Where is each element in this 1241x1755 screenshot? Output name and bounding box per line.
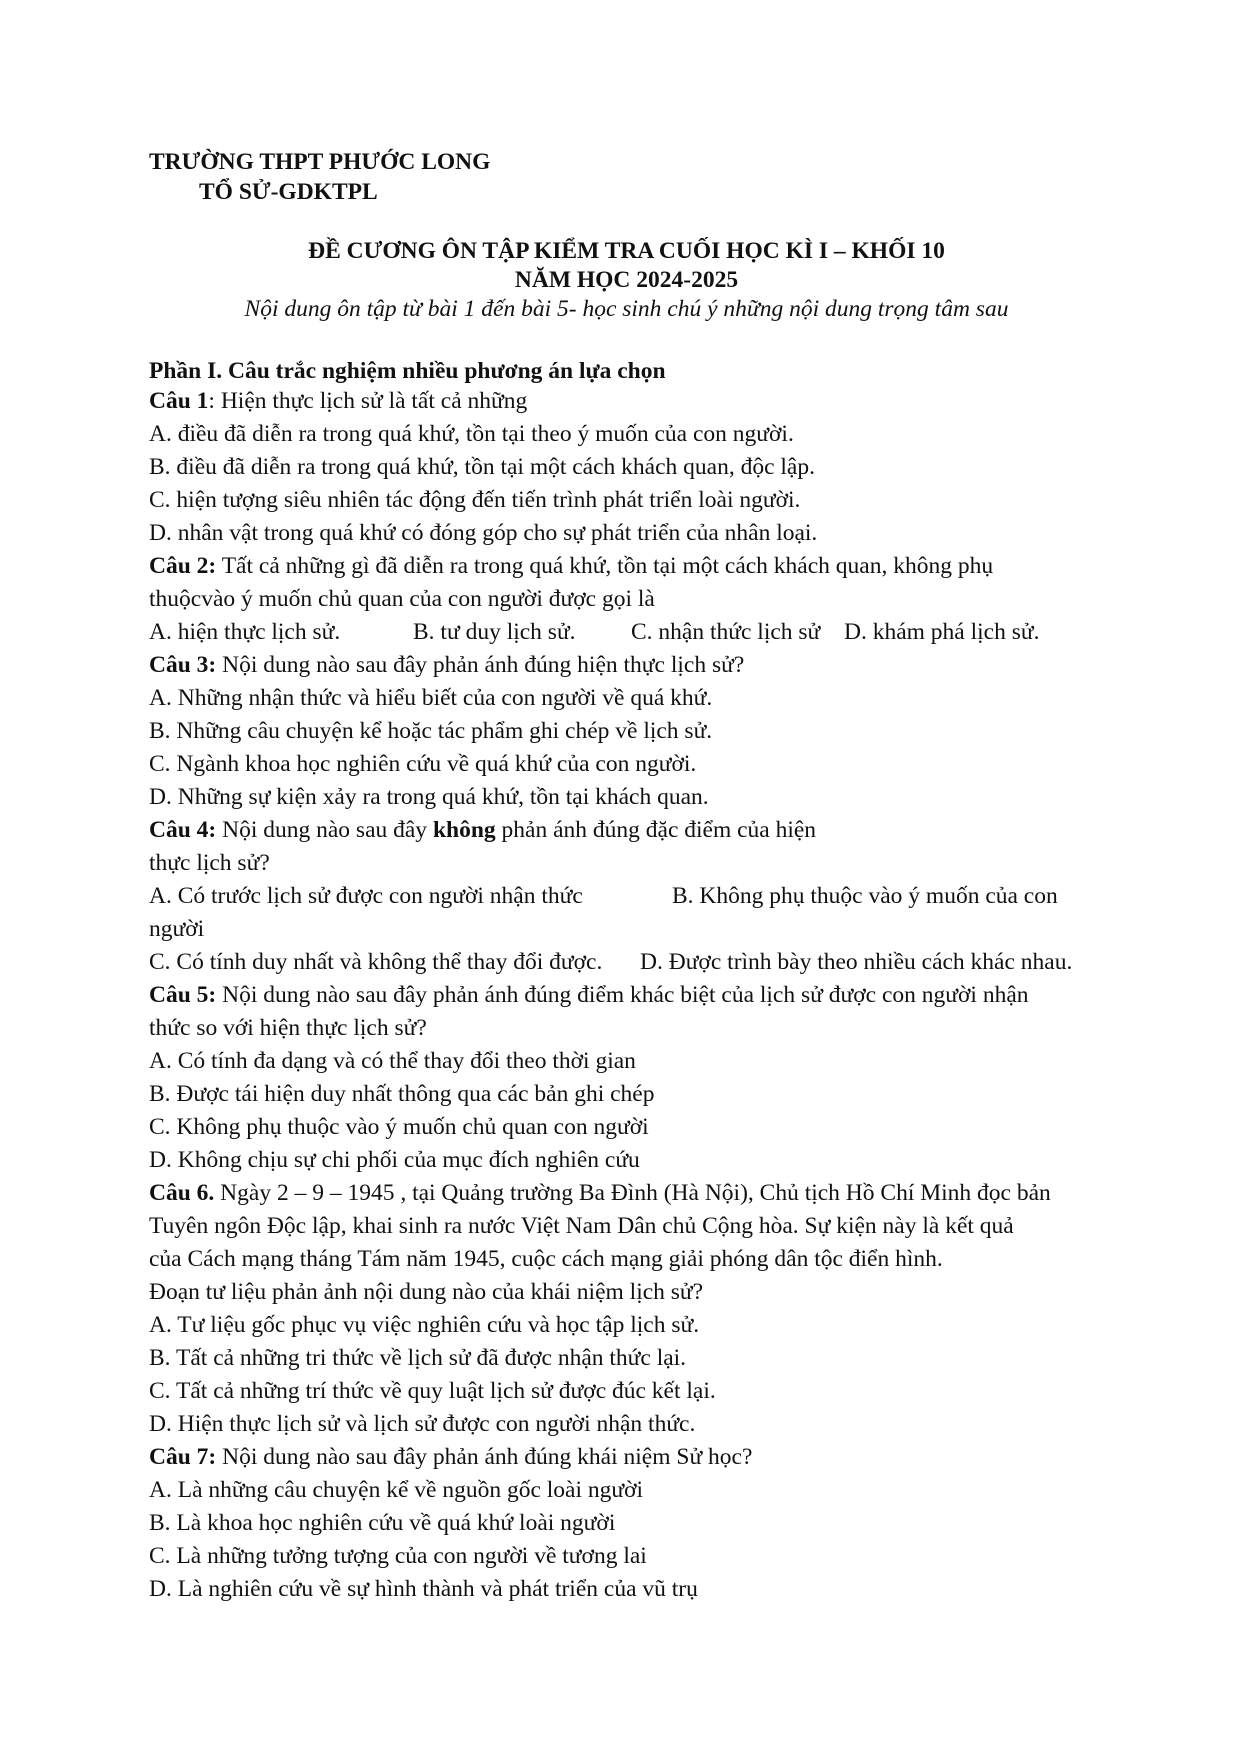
q4-option-b: B. Không phụ thuộc vào ý muốn của con (672, 883, 1058, 909)
question-6-text-line-2: Tuyên ngôn Độc lập, khai sinh ra nước Việt Nam Dân chủ Cộng hòa. Sự kiện này là kết quả (149, 1213, 1014, 1239)
q1-option-b: B. điều đã diễn ra trong quá khứ, tồn tại một cách khách quan, độc lập. (149, 454, 815, 480)
question-6-prompt: Đoạn tư liệu phản ảnh nội dung nào của khái niệm lịch sử? (149, 1279, 704, 1305)
question-text: Tất cả những gì đã diễn ra trong quá khứ, tồn tại một cách khách quan, không phụ (216, 553, 994, 579)
school-year: NĂM HỌC 2024-2025 (514, 267, 739, 293)
review-note: Nội dung ôn tập từ bài 1 đến bài 5- học sinh chú ý những nội dung trọng tâm sau (244, 296, 1009, 322)
question-7 (149, 1443, 752, 1471)
q7-option-a: A. Là những câu chuyện kể về nguồn gốc loài người (149, 1477, 644, 1503)
question-label: Câu 2: (149, 553, 217, 579)
question-6-text-line-3: của Cách mạng tháng Tám năm 1945, cuộc cách mạng giải phóng dân tộc điển hình. (149, 1246, 943, 1272)
q2-option-d: D. khám phá lịch sử. (844, 619, 1040, 645)
question-label: Câu 3: (149, 652, 217, 678)
question-5-text-cont: thức so với hiện thực lịch sử? (149, 1015, 427, 1041)
q4-option-d: D. Được trình bày theo nhiều cách khác nhau. (640, 949, 1073, 975)
question-text: Nội dung nào sau đây phản ánh đúng hiện thực lịch sử? (216, 652, 745, 678)
question-4 (149, 816, 816, 844)
question-text-end: phản ánh đúng đặc điểm của hiện (495, 817, 817, 843)
q4-option-a: A. Có trước lịch sử được con người nhận thức (149, 883, 583, 909)
department-name: TỔ SỬ-GDKTPL (199, 179, 378, 205)
q5-option-a: A. Có tính đa dạng và có thể thay đổi theo thời gian (149, 1048, 636, 1074)
q5-option-c: C. Không phụ thuộc vào ý muốn chủ quan con người (149, 1114, 649, 1140)
school-name: TRƯỜNG THPT PHƯỚC LONG (149, 149, 491, 175)
question-text: Nội dung nào sau đây phản ánh đúng khái niệm Sử học? (216, 1444, 753, 1470)
q6-option-d: D. Hiện thực lịch sử và lịch sử được con người nhận thức. (149, 1411, 696, 1437)
q2-option-a: A. hiện thực lịch sử. (149, 619, 341, 645)
q3-option-d: D. Những sự kiện xảy ra trong quá khứ, tồn tại khách quan. (149, 784, 709, 810)
question-6 (149, 1179, 1051, 1207)
question-text: Nội dung nào sau đây (216, 817, 433, 843)
question-label: Câu 1 (149, 388, 209, 414)
question-3 (149, 651, 744, 679)
q7-option-b: B. Là khoa học nghiên cứu về quá khứ loài người (149, 1510, 616, 1536)
question-text: Nội dung nào sau đây phản ánh đúng điểm khác biệt của lịch sử được con người nhận (216, 982, 1029, 1008)
q4-option-b-cont: người (149, 916, 205, 942)
section-heading: Phần I. Câu trắc nghiệm nhiều phương án lựa chọn (149, 358, 666, 384)
question-label: Câu 4: (149, 817, 217, 843)
q2-option-c: C. nhận thức lịch sử (631, 619, 821, 645)
question-2 (149, 552, 993, 580)
question-text: : Hiện thực lịch sử là tất cả những (208, 388, 528, 414)
question-5 (149, 981, 1029, 1009)
q7-option-c: C. Là những tưởng tượng của con người về tương lai (149, 1543, 647, 1569)
q2-option-b: B. tư duy lịch sử. (413, 619, 576, 645)
q4-option-c: C. Có tính duy nhất và không thể thay đổi được. (149, 949, 603, 975)
q7-option-d: D. Là nghiên cứu về sự hình thành và phát triển của vũ trụ (149, 1576, 698, 1602)
question-4-text-cont: thực lịch sử? (149, 850, 270, 876)
document-title: ĐỀ CƯƠNG ÔN TẬP KIỂM TRA CUỐI HỌC KÌ I – KHỐI 10 (308, 238, 945, 264)
q5-option-b: B. Được tái hiện duy nhất thông qua các bản ghi chép (149, 1081, 655, 1107)
question-label: Câu 6. (149, 1180, 215, 1206)
q6-option-c: C. Tất cả những trí thức về quy luật lịch sử được đúc kết lại. (149, 1378, 716, 1404)
question-label: Câu 5: (149, 982, 217, 1008)
question-emphasis: không (432, 817, 496, 843)
q6-option-b: B. Tất cả những tri thức về lịch sử đã được nhận thức lại. (149, 1345, 687, 1371)
q3-option-c: C. Ngành khoa học nghiên cứu về quá khứ của con người. (149, 751, 697, 777)
question-1 (149, 387, 527, 415)
q1-option-d: D. nhân vật trong quá khứ có đóng góp cho sự phát triển của nhân loại. (149, 520, 818, 546)
q6-option-a: A. Tư liệu gốc phục vụ việc nghiên cứu và học tập lịch sử. (149, 1312, 700, 1338)
q3-option-b: B. Những câu chuyện kể hoặc tác phẩm ghi chép về lịch sử. (149, 718, 713, 744)
q5-option-d: D. Không chịu sự chi phối của mục đích nghiên cứu (149, 1147, 640, 1173)
q1-option-a: A. điều đã diễn ra trong quá khứ, tồn tại theo ý muốn của con người. (149, 421, 794, 447)
question-label: Câu 7: (149, 1444, 217, 1470)
q1-option-c: C. hiện tượng siêu nhiên tác động đến tiến trình phát triển loài người. (149, 487, 801, 513)
question-2-text-cont: thuộcvào ý muốn chủ quan của con người được gọi là (149, 586, 655, 612)
q3-option-a: A. Những nhận thức và hiểu biết của con người về quá khứ. (149, 685, 713, 711)
question-text: Ngày 2 – 9 – 1945 , tại Quảng trường Ba Đình (Hà Nội), Chủ tịch Hồ Chí Minh đọc bản (214, 1180, 1051, 1206)
